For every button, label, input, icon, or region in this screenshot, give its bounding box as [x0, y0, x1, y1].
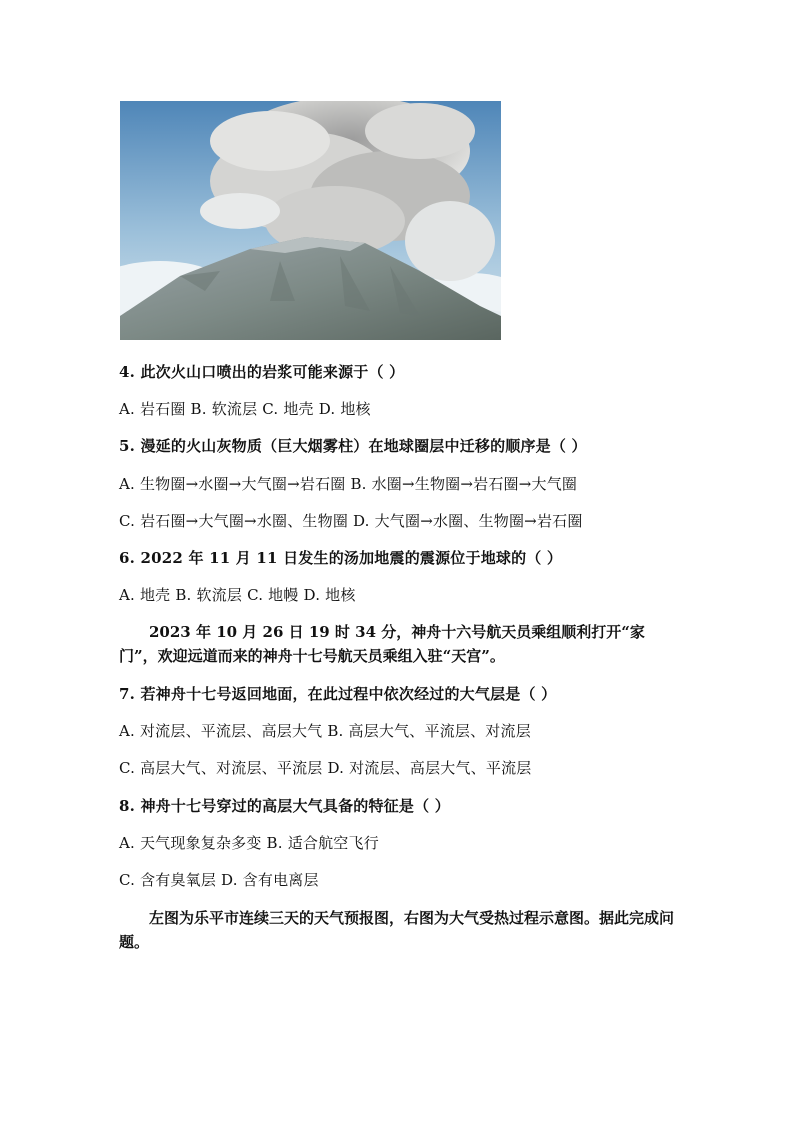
question-5-options-2: C. 岩石圈→大气圈→水圈、生物圈 D. 大气圈→水圈、生物圈→岩石圈	[119, 512, 583, 530]
question-7-options-1: A. 对流层、平流层、高层大气 B. 高层大气、平流层、对流层	[119, 722, 531, 740]
question-4-stem: 4. 此次火山口喷出的岩浆可能来源于（ ）	[119, 363, 405, 381]
question-7-options-2: C. 高层大气、对流层、平流层 D. 对流层、高层大气、平流层	[119, 759, 532, 777]
question-5-stem: 5. 漫延的火山灰物质（巨大烟雾柱）在地球圈层中迁移的顺序是（ ）	[119, 437, 587, 455]
question-6-options: A. 地壳 B. 软流层 C. 地幔 D. 地核	[119, 586, 356, 604]
question-7-stem: 7. 若神舟十七号返回地面，在此过程中依次经过的大气层是（ ）	[119, 685, 557, 703]
volcano-eruption-photo	[120, 101, 501, 340]
question-5-options-1: A. 生物圈→水圈→大气圈→岩石圈 B. 水圈→生物圈→岩石圈→大气圈	[119, 475, 578, 493]
question-4-options: A. 岩石圈 B. 软流层 C. 地壳 D. 地核	[119, 400, 371, 418]
question-8-stem: 8. 神舟十七号穿过的高层大气具备的特征是（ ）	[119, 797, 450, 815]
question-6-stem: 6. 2022 年 11 月 11 日发生的汤加地震的震源位于地球的（ ）	[119, 549, 563, 567]
question-8-options-1: A. 天气现象复杂多变 B. 适合航空飞行	[119, 834, 379, 852]
passage-shenzhou: 2023 年 10 月 26 日 19 时 34 分，神舟十六号航天员乘组顺利打开“家门”，欢迎远道而来的神舟十七号航天员乘组入驻“天宫”。	[119, 623, 645, 665]
passage-weather: 左图为乐平市连续三天的天气预报图，右图为大气受热过程示意图。据此完成问题。	[119, 909, 675, 951]
question-8-options-2: C. 含有臭氧层 D. 含有电离层	[119, 871, 319, 889]
